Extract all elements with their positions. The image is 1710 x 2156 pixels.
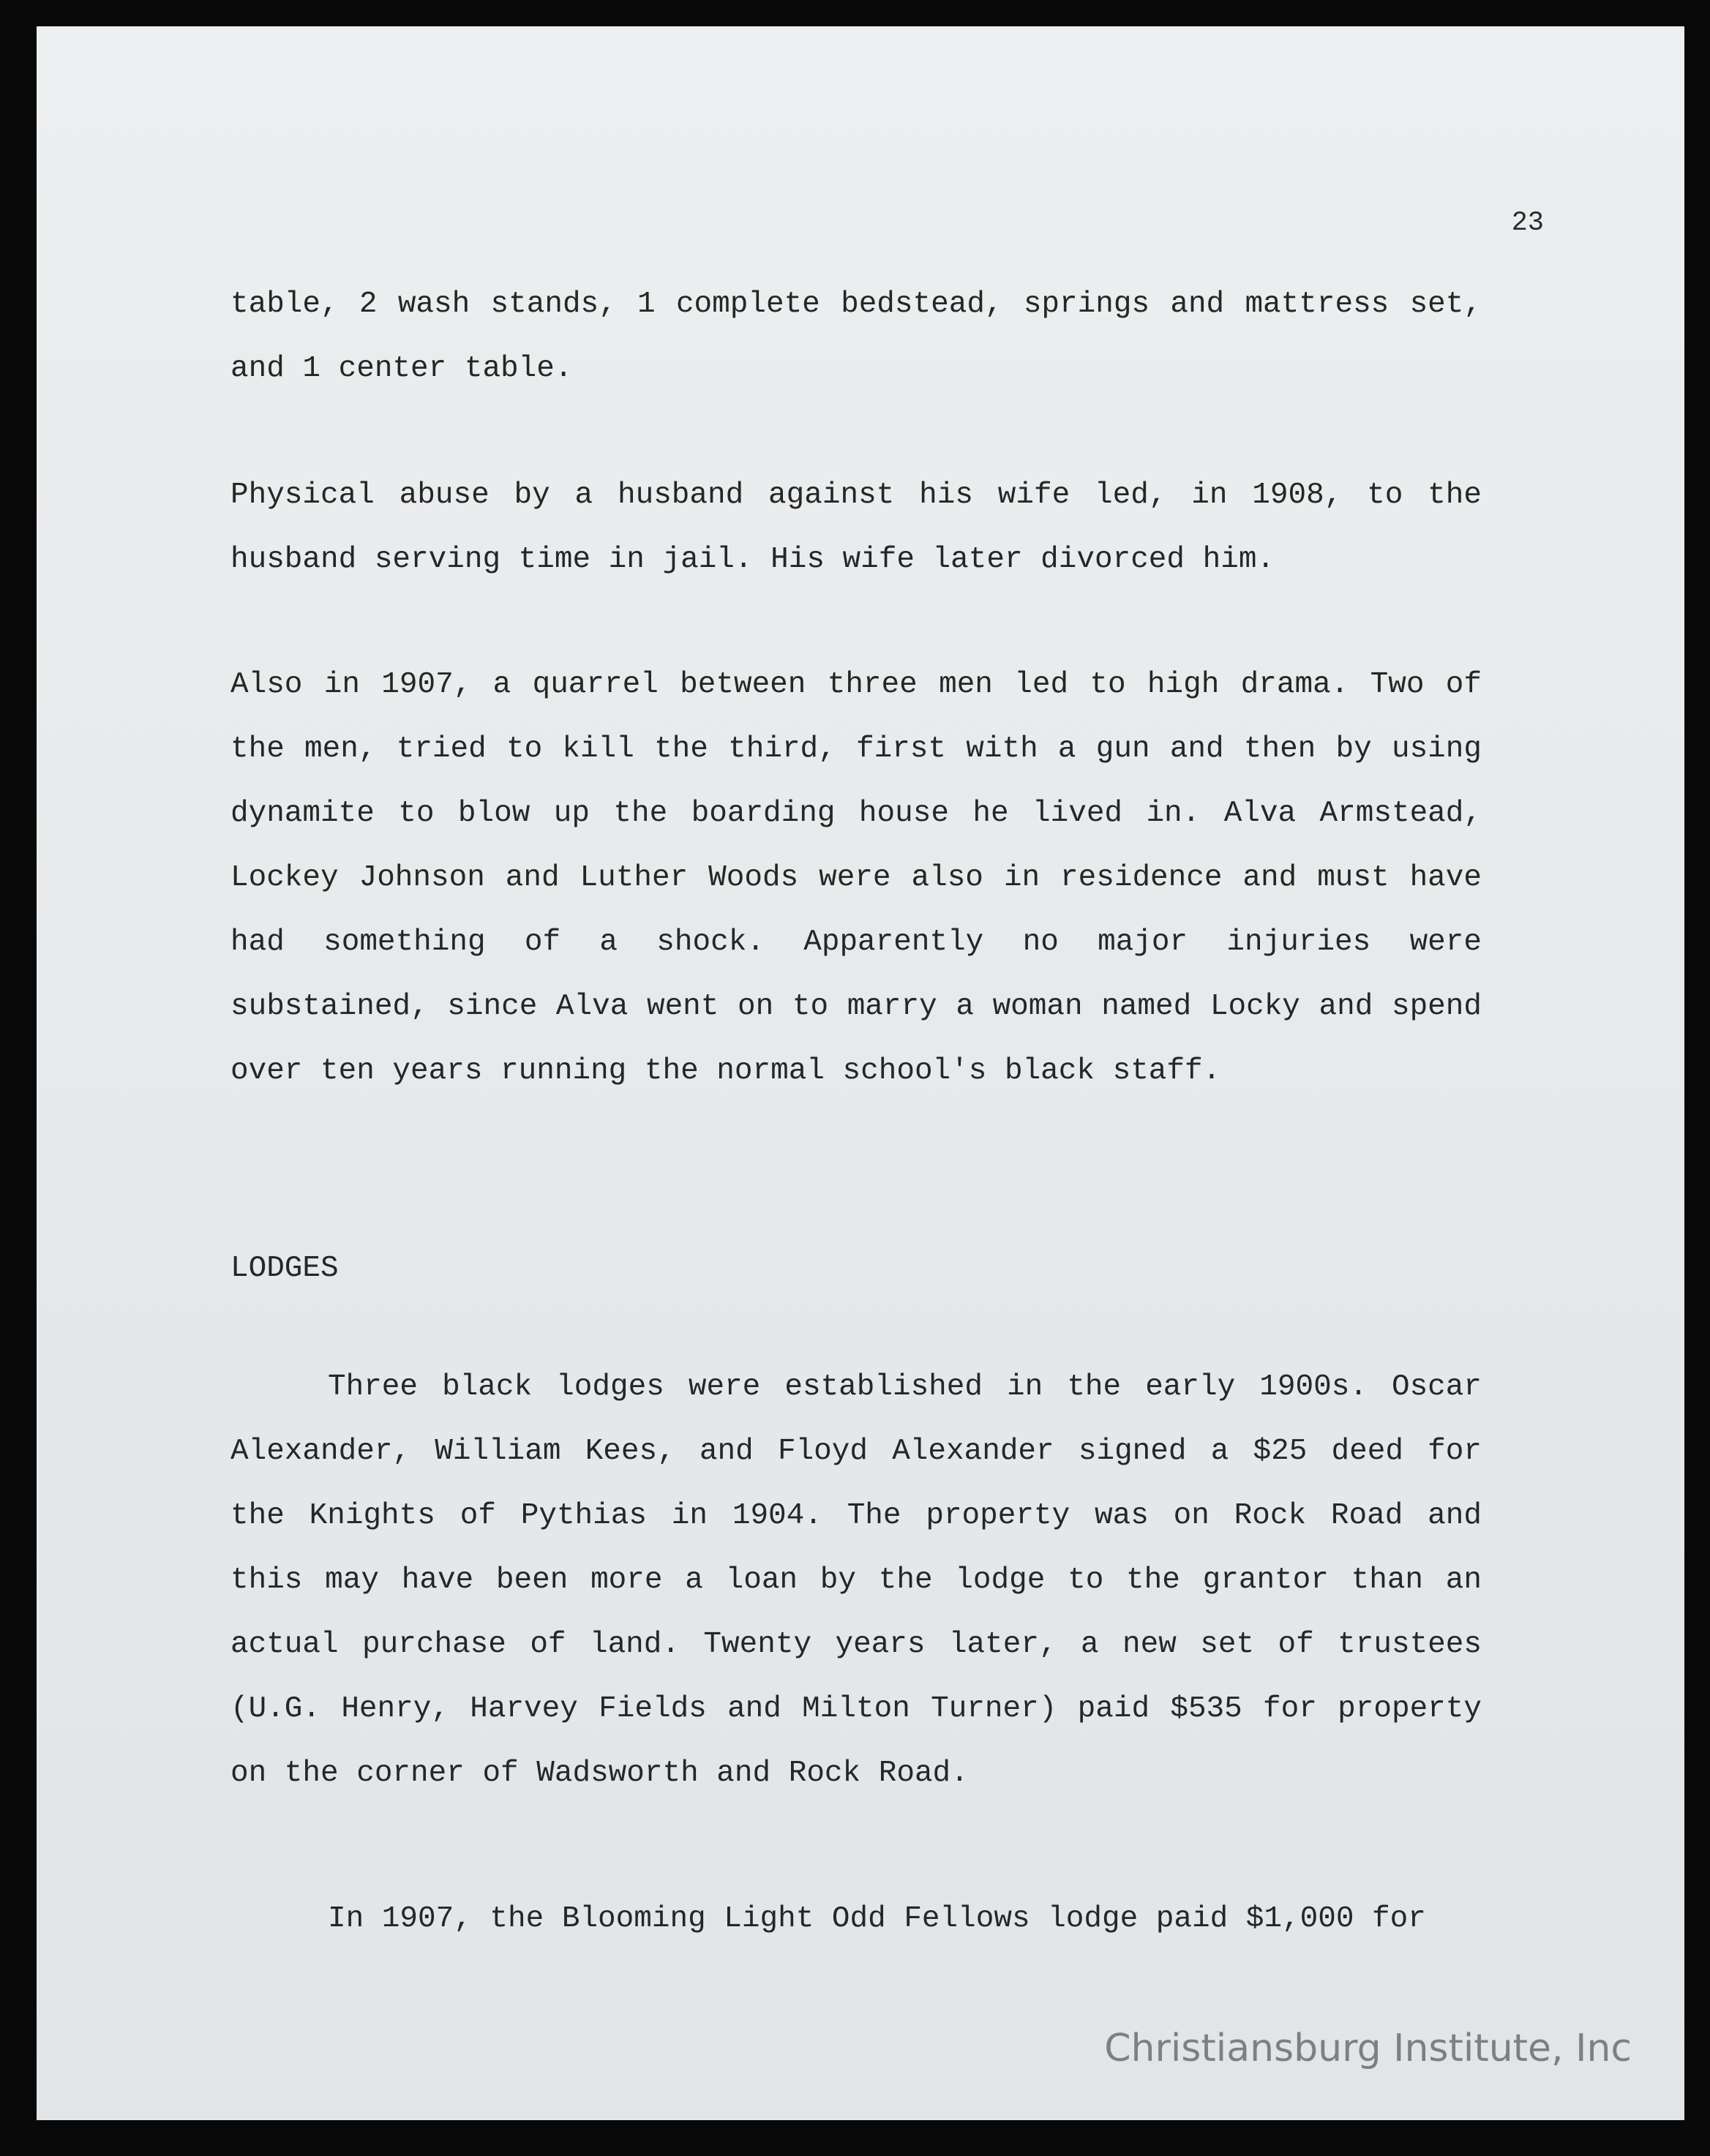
paragraph-physical-abuse: Physical abuse by a husband against his wife led, in 1908, to the husband serving time in jail. His wife later divorced him. — [230, 478, 1482, 576]
watermark-text: Christiansburg Institute, Inc — [1104, 2027, 1632, 2070]
document-page — [37, 26, 1684, 2120]
paragraph-lodges: Three black lodges were established in the early 1900s. Oscar Alexander, William Kees, and Floyd Alexander signed a $25 deed for the Knights of Pythias in 1904. The property was on Rock Road and this may have been more a loan by the lodge to the grantor than an actual purchase of land. Twenty years later, a new set of trustees (U.G. Henry, Harvey Fields and Milton Turner) paid $535 for property on the corner of Wadsworth and Rock Road. — [230, 1370, 1482, 1790]
page-number: 23 — [1511, 208, 1544, 238]
paragraph-odd-fellows: In 1907, the Blooming Light Odd Fellows lodge paid $1,000 for — [328, 1902, 1426, 1936]
paragraph-quarrel: Also in 1907, a quarrel between three men led to high drama. Two of the men, tried to kill the third, first with a gun and then by using dynamite to blow up the boarding house he lived in. Alva Armstead, Lockey Johnson and Luther Woods were also in residence and must have had something of a shock. Apparently no major injuries were substained, since Alva went on to marry a woman named Locky and spend over ten years running the normal school's black staff. — [230, 668, 1482, 1088]
paragraph-furniture-list: table, 2 wash stands, 1 complete bedstead, springs and mattress set, and 1 center table. — [230, 288, 1482, 386]
section-heading-lodges: LODGES — [230, 1252, 339, 1285]
